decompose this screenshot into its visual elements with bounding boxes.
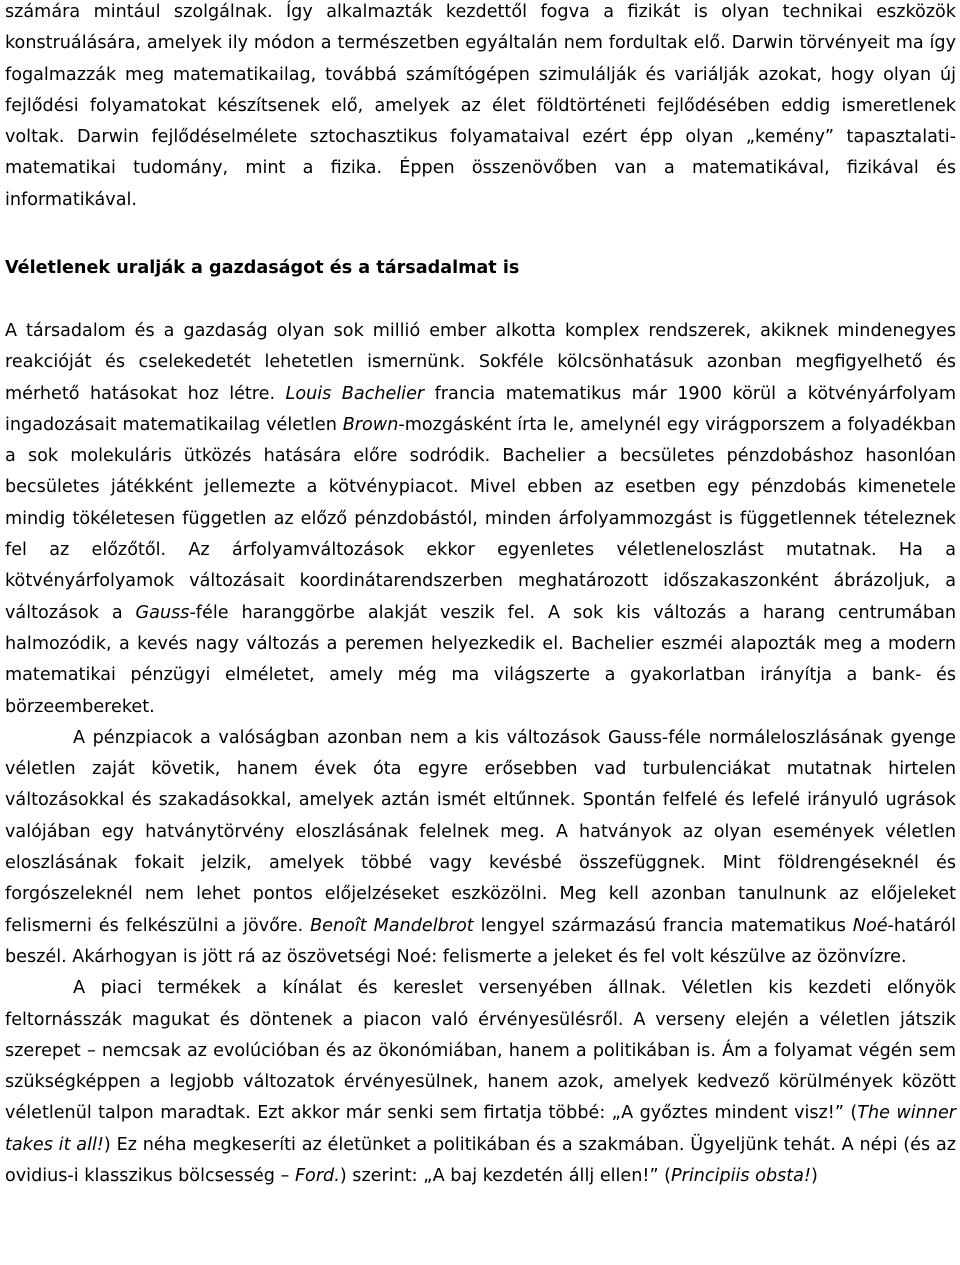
p4-text-1: A piaci termékek a kínálat és kereslet versenyében állnak. Véletlen kis kezdeti előnyök feltornásszák magukat és döntenek a piacon való érvényesülésről. A verseny elején a véletlen játszik szerepet – nemcsak az evolúcióban és az ökonómiában, hanem a politikában is. Ám a folyamat végén sem szükségképpen a legjobb változatok érvényesülnek, hanem azok, amelyek kedvező körülmények között véletlenül talpon maradtak. Ezt akkor már senki sem firtatja többé: „A győztes mindent visz!” ( (5, 978, 956, 1124)
intro-paragraph: számára mintául szolgálnak. Így alkalmazták kezdettől fogva a fizikát is olyan technikai eszközök konstruálására, amelyek ily módon a természetben egyáltalán nem fordultak elő. Darwin törvényeit ma így fogalmazzák meg matematikailag, továbbá számítógépen szimulálják és variálják azokat, hogy olyan új fejlődési folyamatokat készítsenek elő, amelyek az élet földtörténeti fejlődésében eddig ismeretlenek voltak. Darwin fejlődéselmélete sztochasztikus folyamataival ezért épp olyan „kemény” tapasztalati-matematikai tudomány, mint a fizika. Éppen összenövőben van a matematikával, fizikával és informatikával. (5, 2, 956, 210)
p4-text-4: ) (811, 1166, 818, 1187)
paragraph-bachelier (5, 316, 956, 723)
p2-text-4: -féle haranggörbe alakját veszik fel. A sok kis változás a harang centrumában halmozódik, a kevés nagy változás a peremen helyezkedik el. Bachelier eszméi alapozták meg a modern matematikai pénzügyi elméletet, amely még ma világszerte a gyakorlatban irányítja a bank- és börzeembereket. (5, 602, 956, 717)
p4-text-3: ) szerint: „A baj kezdetén állj ellen!” ( (339, 1166, 672, 1187)
section-heading: Véletlenek uralják a gazdaságot és a társadalmat is (5, 258, 520, 278)
p4-text-2: ) Ez néha megkeseríti az életünket a politikában és a szakmában. Ügyeljünk tehát. A népi (és az ovidius-i klasszikus bölcsesség – (5, 1134, 956, 1187)
paragraph-competition (5, 973, 956, 1192)
p2-text-2: francia matematikus már 1900 körül a kötvényárfolyam ingadozásait matematikailag véletlen (5, 383, 956, 435)
name-ford: Ford. (294, 1166, 340, 1187)
name-gauss: Gauss (135, 602, 190, 623)
p2-text-1: A társadalom és a gazdaság olyan sok millió ember alkotta komplex rendszerek, akiknek mindenegyes reakcióját és cselekedetét lehetetlen ismernünk. Sokféle kölcsönhatásuk azonban megfigyelhető és mérhető hatásokat hoz létre. (5, 321, 956, 404)
name-noe: Noé (852, 915, 888, 936)
name-brown: Brown (342, 414, 399, 435)
p3-text-2: lengyel származású francia matematikus (473, 915, 853, 936)
name-bachelier: Louis Bachelier (285, 383, 425, 404)
p3-text-3: -határól beszél. Akárhogyan is jött rá az öszövetségi Noé: felismerte a jeleket és fel volt készülve az özönvízre. (5, 915, 957, 967)
p2-text-3: -mozgásként írta le, amelynél egy virágporszem a folyadékban a sok molekuláris ütközés hatására előre sodródik. Bachelier a becsületes pénzdobáshoz hasonlóan becsületes játékként jellemezte a kötvénypiacot. Mivel ebben az esetben egy pénzdobás kimenetele mindig tökéletesen független az előző pénzdobástól, minden árfolyammozgást is függetlennek tételeznek fel az előzőtől. Az árfolyamváltozások ekkor egyenletes véletleneloszlást mutatnak. Ha a kötvényárfolyamok változásait koordinátarendszerben meghatározott időszakaszonként ábrázoljuk, a változások a (5, 414, 956, 623)
name-mandelbrot: Benoît Mandelbrot (310, 915, 474, 936)
quote-winner: The winner takes it all! (5, 1103, 957, 1155)
body-text (5, 316, 956, 1192)
quote-principiis: Principiis obsta! (671, 1166, 812, 1187)
paragraph-markets (5, 723, 956, 973)
intro-paragraph-block (5, 0, 956, 216)
p3-text-1: A pénzpiacok a valóságban azonban nem a kis változások Gauss-féle normáleloszlásának gyenge véletlen zaját követik, hanem évek óta egyre erősebben vad turbulenciákat mutatnak hirtelen változásokkal és szakadásokkal, amelyek aztán ismét eltűnnek. Spontán felfelé és lefelé irányuló ugrások valójában egy hatványtörvény eloszlásának felelnek meg. A hatványok az olyan események véletlen eloszlásának fokait jelzik, amelyek többé vagy kevésbé összefüggnek. Mint földrengéseknél és forgószeleknél nem lehet pontos előjelzéseket eszközölni. Meg kell azonban tanulnunk az előjeleket felismerni és felkészülni a jövőre. (5, 727, 956, 936)
